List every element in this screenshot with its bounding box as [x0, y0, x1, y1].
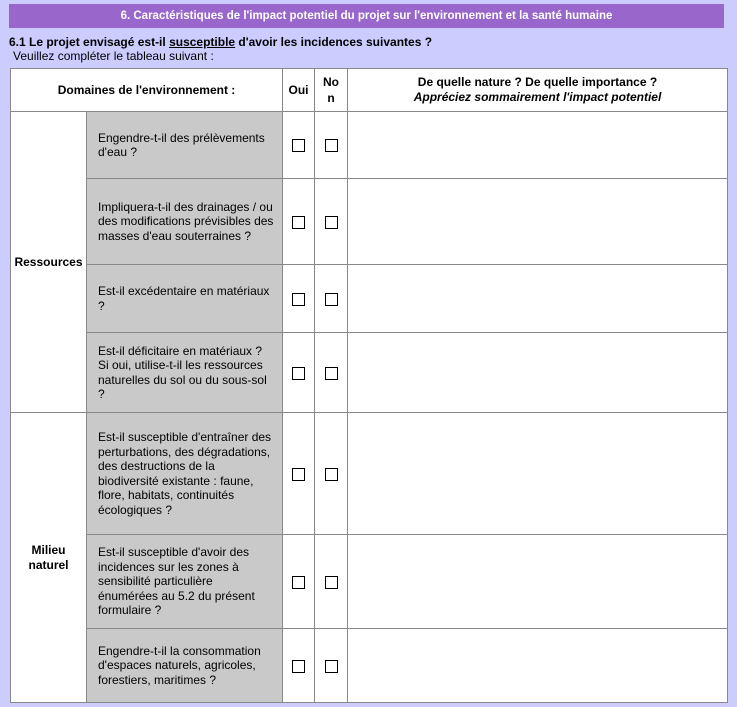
oui-checkbox[interactable] [292, 468, 305, 481]
question-prefix: 6.1 Le projet envisagé est-il [9, 35, 170, 49]
question-title [9, 35, 432, 49]
non-checkbox[interactable] [325, 216, 338, 229]
non-checkbox[interactable] [325, 468, 338, 481]
oui-checkbox[interactable] [292, 576, 305, 589]
header-nature-line1: De quelle nature ? De quelle importance ? [417, 75, 658, 89]
answer-field[interactable] [348, 179, 728, 265]
header-oui: Oui [283, 69, 315, 112]
domain-ressources: Ressources [11, 112, 87, 413]
answer-field[interactable] [348, 333, 728, 413]
oui-checkbox[interactable] [292, 139, 305, 152]
oui-checkbox[interactable] [292, 660, 305, 673]
answer-field[interactable] [348, 265, 728, 333]
domain-line1: Milieu [31, 542, 66, 557]
domain-line2: naturel [28, 557, 69, 572]
table-header-row [11, 69, 728, 112]
oui-checkbox[interactable] [292, 367, 305, 380]
oui-checkbox[interactable] [292, 293, 305, 306]
header-nature-line2: Appréciez sommairement l'impact potentiel [413, 90, 662, 104]
header-non-line2: n [327, 91, 335, 105]
impact-table [10, 68, 728, 703]
non-checkbox[interactable] [325, 367, 338, 380]
header-non-line1: No [323, 75, 339, 89]
non-checkbox[interactable] [325, 576, 338, 589]
table-row [11, 333, 728, 413]
question-cell: Est-il déficitaire en matériaux ? Si oui, utilise-t-il les ressources naturelles du sol ou du sous-sol ? [87, 333, 283, 413]
answer-field[interactable] [348, 535, 728, 629]
non-checkbox[interactable] [325, 139, 338, 152]
oui-checkbox[interactable] [292, 216, 305, 229]
question-cell: Est-il susceptible d'entraîner des perturbations, des dégradations, des destructions de la biodiversité existante : faune, flore, habitats, continuités écologiques ? [87, 413, 283, 535]
domain-milieu-naturel [11, 413, 87, 703]
answer-field[interactable] [348, 629, 728, 703]
section-title: 6. Caractéristiques de l'impact potentiel du projet sur l'environnement et la santé humaine [120, 10, 613, 22]
answer-field[interactable] [348, 413, 728, 535]
non-checkbox[interactable] [325, 660, 338, 673]
table-row [11, 629, 728, 703]
question-cell: Impliquera-t-il des drainages / ou des modifications prévisibles des masses d'eau souterraines ? [87, 179, 283, 265]
table-row [11, 535, 728, 629]
table-row [11, 265, 728, 333]
answer-field[interactable] [348, 112, 728, 179]
header-domains: Domaines de l'environnement : [11, 69, 283, 112]
instruction-text: Veuillez compléter le tableau suivant : [13, 49, 214, 63]
header-non [315, 69, 348, 112]
question-cell: Est-il susceptible d'avoir des incidences sur les zones à sensibilité particulière énumérées au 5.2 du présent formulaire ? [87, 535, 283, 629]
question-suffix: d'avoir les incidences suivantes ? [235, 35, 433, 49]
table-row [11, 112, 728, 179]
non-checkbox[interactable] [325, 293, 338, 306]
question-underlined: susceptible [169, 35, 236, 49]
question-cell: Est-il excédentaire en matériaux ? [87, 265, 283, 333]
question-cell: Engendre-t-il la consommation d'espaces naturels, agricoles, forestiers, maritimes ? [87, 629, 283, 703]
section-header [9, 4, 724, 28]
table-row [11, 179, 728, 265]
header-nature [348, 69, 728, 112]
table-row [11, 413, 728, 535]
question-cell: Engendre-t-il des prélèvements d'eau ? [87, 112, 283, 179]
